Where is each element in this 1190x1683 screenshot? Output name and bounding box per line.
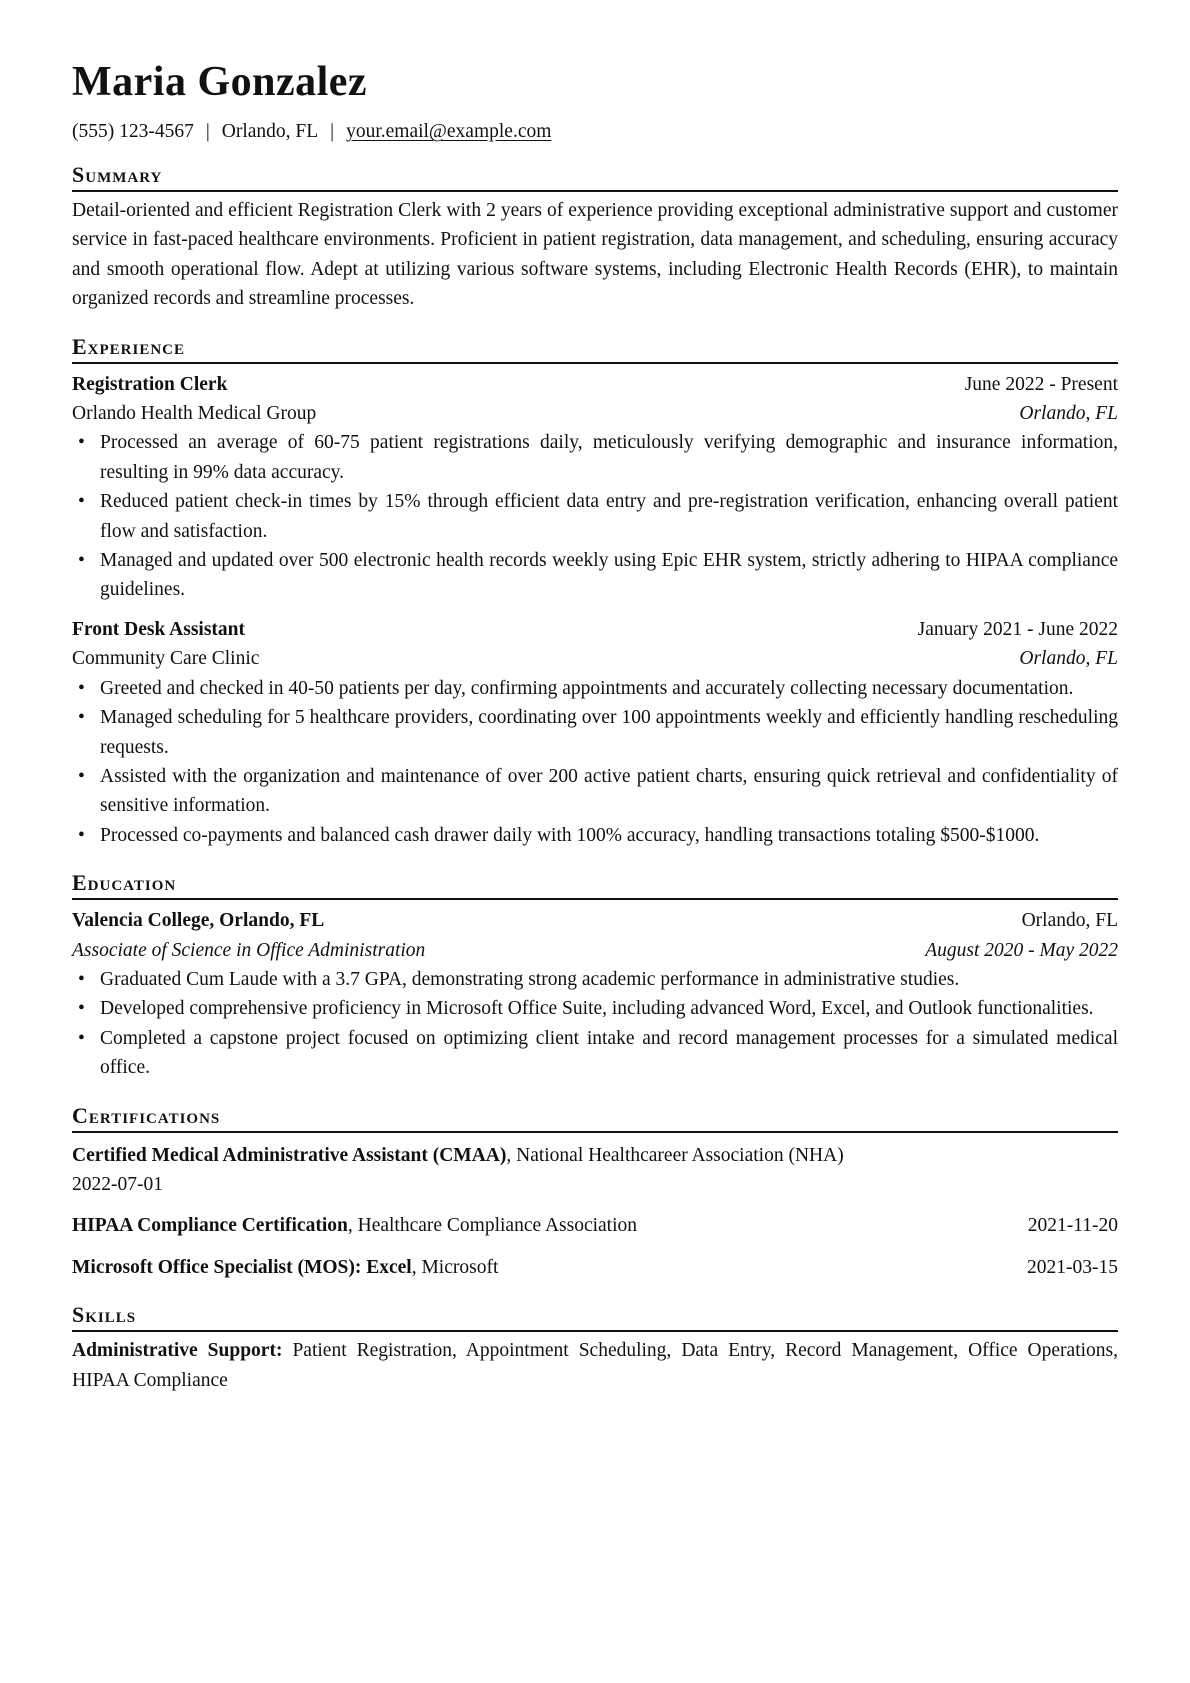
certification-name: HIPAA Compliance Certification xyxy=(72,1215,348,1237)
certification-item xyxy=(72,1253,1118,1282)
experience-section xyxy=(72,334,1118,851)
certifications-section xyxy=(72,1103,1118,1283)
candidate-name: Maria Gonzalez xyxy=(72,59,368,105)
contact-line xyxy=(72,118,1118,146)
certification-issuer: , Microsoft xyxy=(411,1256,499,1278)
certification-date: 2021-11-20 xyxy=(1027,1215,1118,1237)
certification-item xyxy=(72,1211,1118,1240)
job-dates: June 2022 - Present xyxy=(964,373,1118,395)
skills-label: Administrative Support: xyxy=(72,1340,283,1362)
summary-section xyxy=(72,162,1118,314)
certification-issuer: , National Healthcareer Association (NHA) xyxy=(506,1144,844,1166)
education-bullet: • Graduated Cum Laude with a 3.7 GPA, demonstrating strong academic performance in administrative studies. xyxy=(72,965,1118,994)
separator: | xyxy=(205,121,210,142)
phone: (555) 123-4567 xyxy=(72,121,194,142)
job-entry xyxy=(72,370,1118,605)
section-heading-education: Education xyxy=(72,870,1118,900)
job-entry xyxy=(72,615,1118,850)
skills-section xyxy=(72,1302,1118,1395)
education-entry xyxy=(72,906,1118,1082)
education-bullet: • Developed comprehensive proficiency in Microsoft Office Suite, including advanced Word, Excel, and Outlook functionalities. xyxy=(72,994,1118,1023)
section-heading-skills: Skills xyxy=(72,1302,1118,1332)
job-title: Front Desk Assistant xyxy=(72,618,245,640)
location: Orlando, FL xyxy=(221,121,319,142)
job-dates: January 2021 - June 2022 xyxy=(917,618,1118,640)
job-bullet: • Assisted with the organization and maintenance of over 200 active patient charts, ensuring quick retrieval and confidentiality of sensitive information. xyxy=(72,762,1118,821)
job-location: Orlando, FL xyxy=(1019,648,1118,670)
job-bullet: • Managed and updated over 500 electronic health records weekly using Epic EHR system, strictly adhering to HIPAA compliance guidelines. xyxy=(72,546,1118,605)
degree: Associate of Science in Office Administration xyxy=(72,939,426,961)
job-location: Orlando, FL xyxy=(1019,403,1118,425)
certification-name: Certified Medical Administrative Assistant (CMAA) xyxy=(72,1144,507,1166)
job-bullet: • Managed scheduling for 5 healthcare providers, coordinating over 100 appointments weekly and efficiently handling rescheduling requests. xyxy=(72,703,1118,762)
summary-text: Detail-oriented and efficient Registration Clerk with 2 years of experience providing exceptional administrative support and customer service in fast-paced healthcare environments. Proficient in patient registration, data management, and scheduling, ensuring accuracy and smooth operational flow. Adept at utilizing various software systems, including Electronic Health Records (EHR), to maintain organized records and streamline processes. xyxy=(72,200,1118,310)
section-heading-summary: Summary xyxy=(72,162,1118,192)
school-name: Valencia College, Orlando, FL xyxy=(72,910,325,932)
skills-text: Patient Registration, Appointment Scheduling, Data Entry, Record Management, Office Operations, HIPAA Compliance xyxy=(72,1340,1118,1391)
job-title: Registration Clerk xyxy=(72,373,228,395)
skills-line xyxy=(72,1336,1118,1395)
job-bullet: • Processed co-payments and balanced cash drawer daily with 100% accuracy, handling transactions totaling $500-$1000. xyxy=(72,821,1118,850)
job-bullet: • Reduced patient check-in times by 15% through efficient data entry and pre-registration verification, enhancing overall patient flow and satisfaction. xyxy=(72,487,1118,546)
certification-name: Microsoft Office Specialist (MOS): Excel xyxy=(72,1256,412,1278)
certification-date: 2022-07-01 xyxy=(72,1173,163,1195)
separator: | xyxy=(330,121,335,142)
section-heading-certifications: Certifications xyxy=(72,1103,1118,1133)
email-link[interactable]: your.email@example.com xyxy=(346,121,552,142)
company-name: Orlando Health Medical Group xyxy=(72,403,317,425)
job-bullet: • Processed an average of 60-75 patient registrations daily, meticulously verifying demographic and insurance information, resulting in 99% data accuracy. xyxy=(72,428,1118,487)
company-name: Community Care Clinic xyxy=(72,648,260,670)
certification-date: 2021-03-15 xyxy=(1027,1256,1118,1278)
education-bullet: • Completed a capstone project focused on optimizing client intake and record management processes for a simulated medical office. xyxy=(72,1024,1118,1083)
education-section xyxy=(72,870,1118,1082)
job-bullet: • Greeted and checked in 40-50 patients per day, confirming appointments and accurately collecting necessary documentation. xyxy=(72,674,1118,703)
resume-page xyxy=(72,58,1118,1395)
school-location: Orlando, FL xyxy=(1021,910,1118,932)
section-heading-experience: Experience xyxy=(72,334,1118,364)
certification-issuer: , Healthcare Compliance Association xyxy=(347,1215,638,1237)
certification-item xyxy=(72,1141,1118,1200)
education-dates: August 2020 - May 2022 xyxy=(925,939,1118,961)
